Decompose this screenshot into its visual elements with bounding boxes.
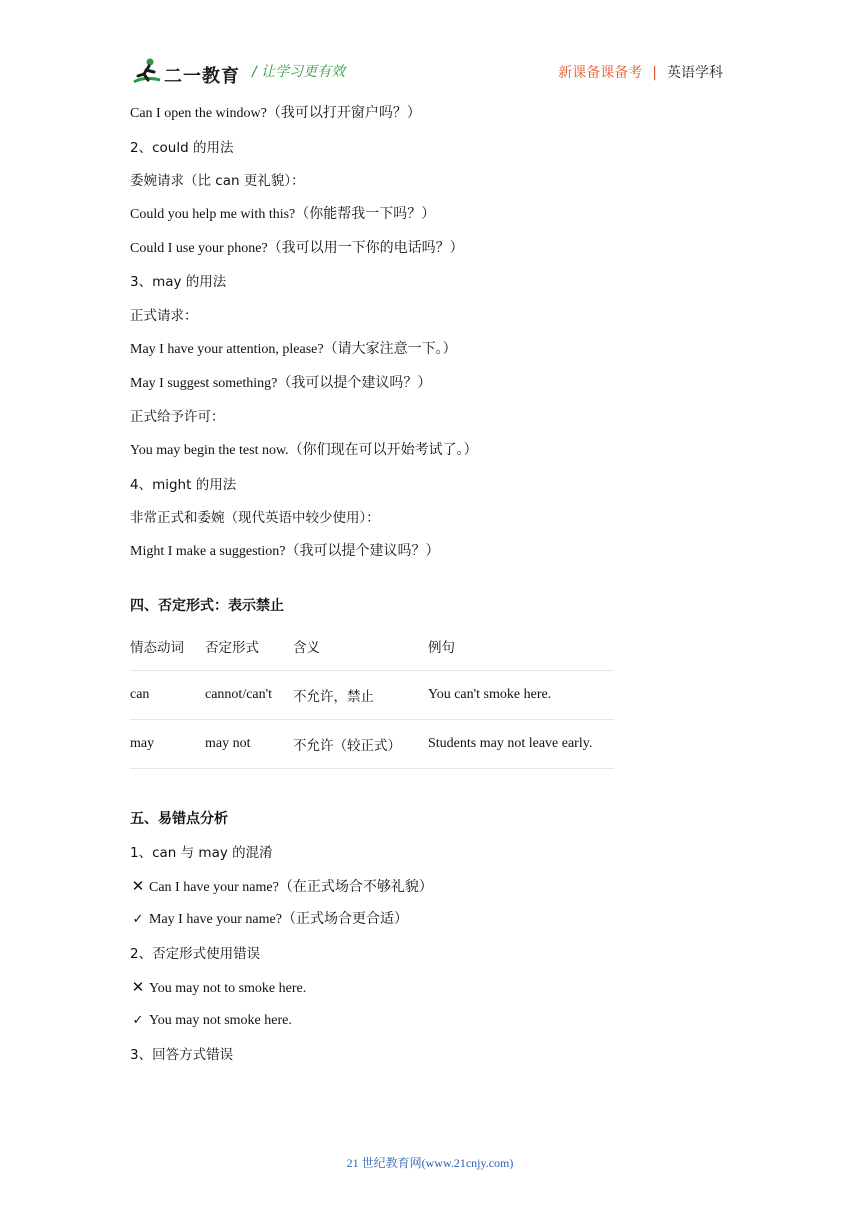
text-line: 非常正式和委婉（现代英语中较少使用）： (130, 510, 380, 527)
page-footer: 21 世纪教育网(www.21cnjy.com) (346, 1156, 514, 1170)
text-line: Can I open the window?（我可以打开窗户吗？） (130, 106, 421, 121)
table-cell: cannot/can't (205, 670, 293, 719)
runner-logo-icon (130, 56, 164, 90)
subheading: 2、could 的用法 (130, 139, 234, 156)
table-header-cell: 例句 (428, 622, 614, 671)
text-line: May I have your attention, please?（请大家注意一下。） (130, 341, 457, 357)
table-row (130, 719, 614, 768)
table-header-cell: 情态动词 (130, 622, 205, 671)
document-body (130, 104, 730, 1078)
logo (130, 56, 240, 90)
table-row (130, 670, 614, 719)
subheading: 1、can 与 may 的混淆 (130, 844, 273, 861)
text-line: 正式请求： (130, 308, 198, 325)
example-text: You may not smoke here. (149, 1013, 292, 1029)
wrong-example (130, 876, 730, 896)
section-5-title: 五、易错点分析 (130, 810, 228, 827)
text-line: Might I make a suggestion?（我可以提个建议吗？） (130, 543, 440, 559)
table-cell: 不允许，禁止 (293, 670, 428, 719)
check-icon: ✓ (132, 912, 144, 927)
cross-icon: ✕ (131, 877, 145, 896)
subheading: 3、may 的用法 (130, 274, 227, 291)
logo-text: 二一教育 (164, 66, 240, 87)
table-cell: may (130, 719, 205, 768)
table-cell: may not (205, 719, 293, 768)
subheading: 2、否定形式使用错误 (130, 945, 261, 962)
text-line: Could you help me with this?（你能帮我一下吗？） (130, 207, 436, 223)
header-label-a: 新课备课备考 (558, 65, 643, 81)
subheading: 4、might 的用法 (130, 476, 237, 493)
subheading: 3、回答方式错误 (130, 1046, 234, 1063)
right-example (130, 1011, 730, 1031)
right-example (130, 910, 730, 930)
table-cell: Students may not leave early. (428, 719, 614, 768)
header-separator: | (652, 65, 657, 81)
text-line: 正式给予许可： (130, 409, 225, 426)
slogan: / 让学习更有效 (252, 64, 346, 80)
section-4-title: 四、否定形式：表示禁止 (130, 597, 284, 614)
text-line: Could I use your phone?（我可以用一下你的电话吗？） (130, 240, 464, 256)
table-header-cell: 否定形式 (205, 622, 293, 671)
header-label-b: 英语学科 (667, 65, 723, 81)
text-line: May I suggest something?（我可以提个建议吗？） (130, 375, 432, 391)
wrong-example (130, 977, 730, 997)
table-cell: You can't smoke here. (428, 670, 614, 719)
cross-icon: ✕ (131, 978, 145, 997)
table-cell: 不允许（较正式） (293, 719, 428, 768)
example-text: You may not to smoke here. (149, 981, 307, 997)
text-line: You may begin the test now.（你们现在可以开始考试了。） (130, 442, 478, 458)
table-header-cell: 含义 (293, 622, 428, 671)
text-line: 委婉请求（比 can 更礼貌）： (130, 173, 305, 190)
example-text: Can I have your name?（在正式场合不够礼貌） (149, 880, 433, 896)
check-icon: ✓ (132, 1013, 144, 1029)
header-right (558, 62, 723, 82)
page-header (0, 0, 860, 100)
example-text: May I have your name?（正式场合更合适） (149, 912, 408, 927)
table-cell: can (130, 670, 205, 719)
negation-table (130, 622, 614, 769)
table-header-row (130, 622, 614, 671)
